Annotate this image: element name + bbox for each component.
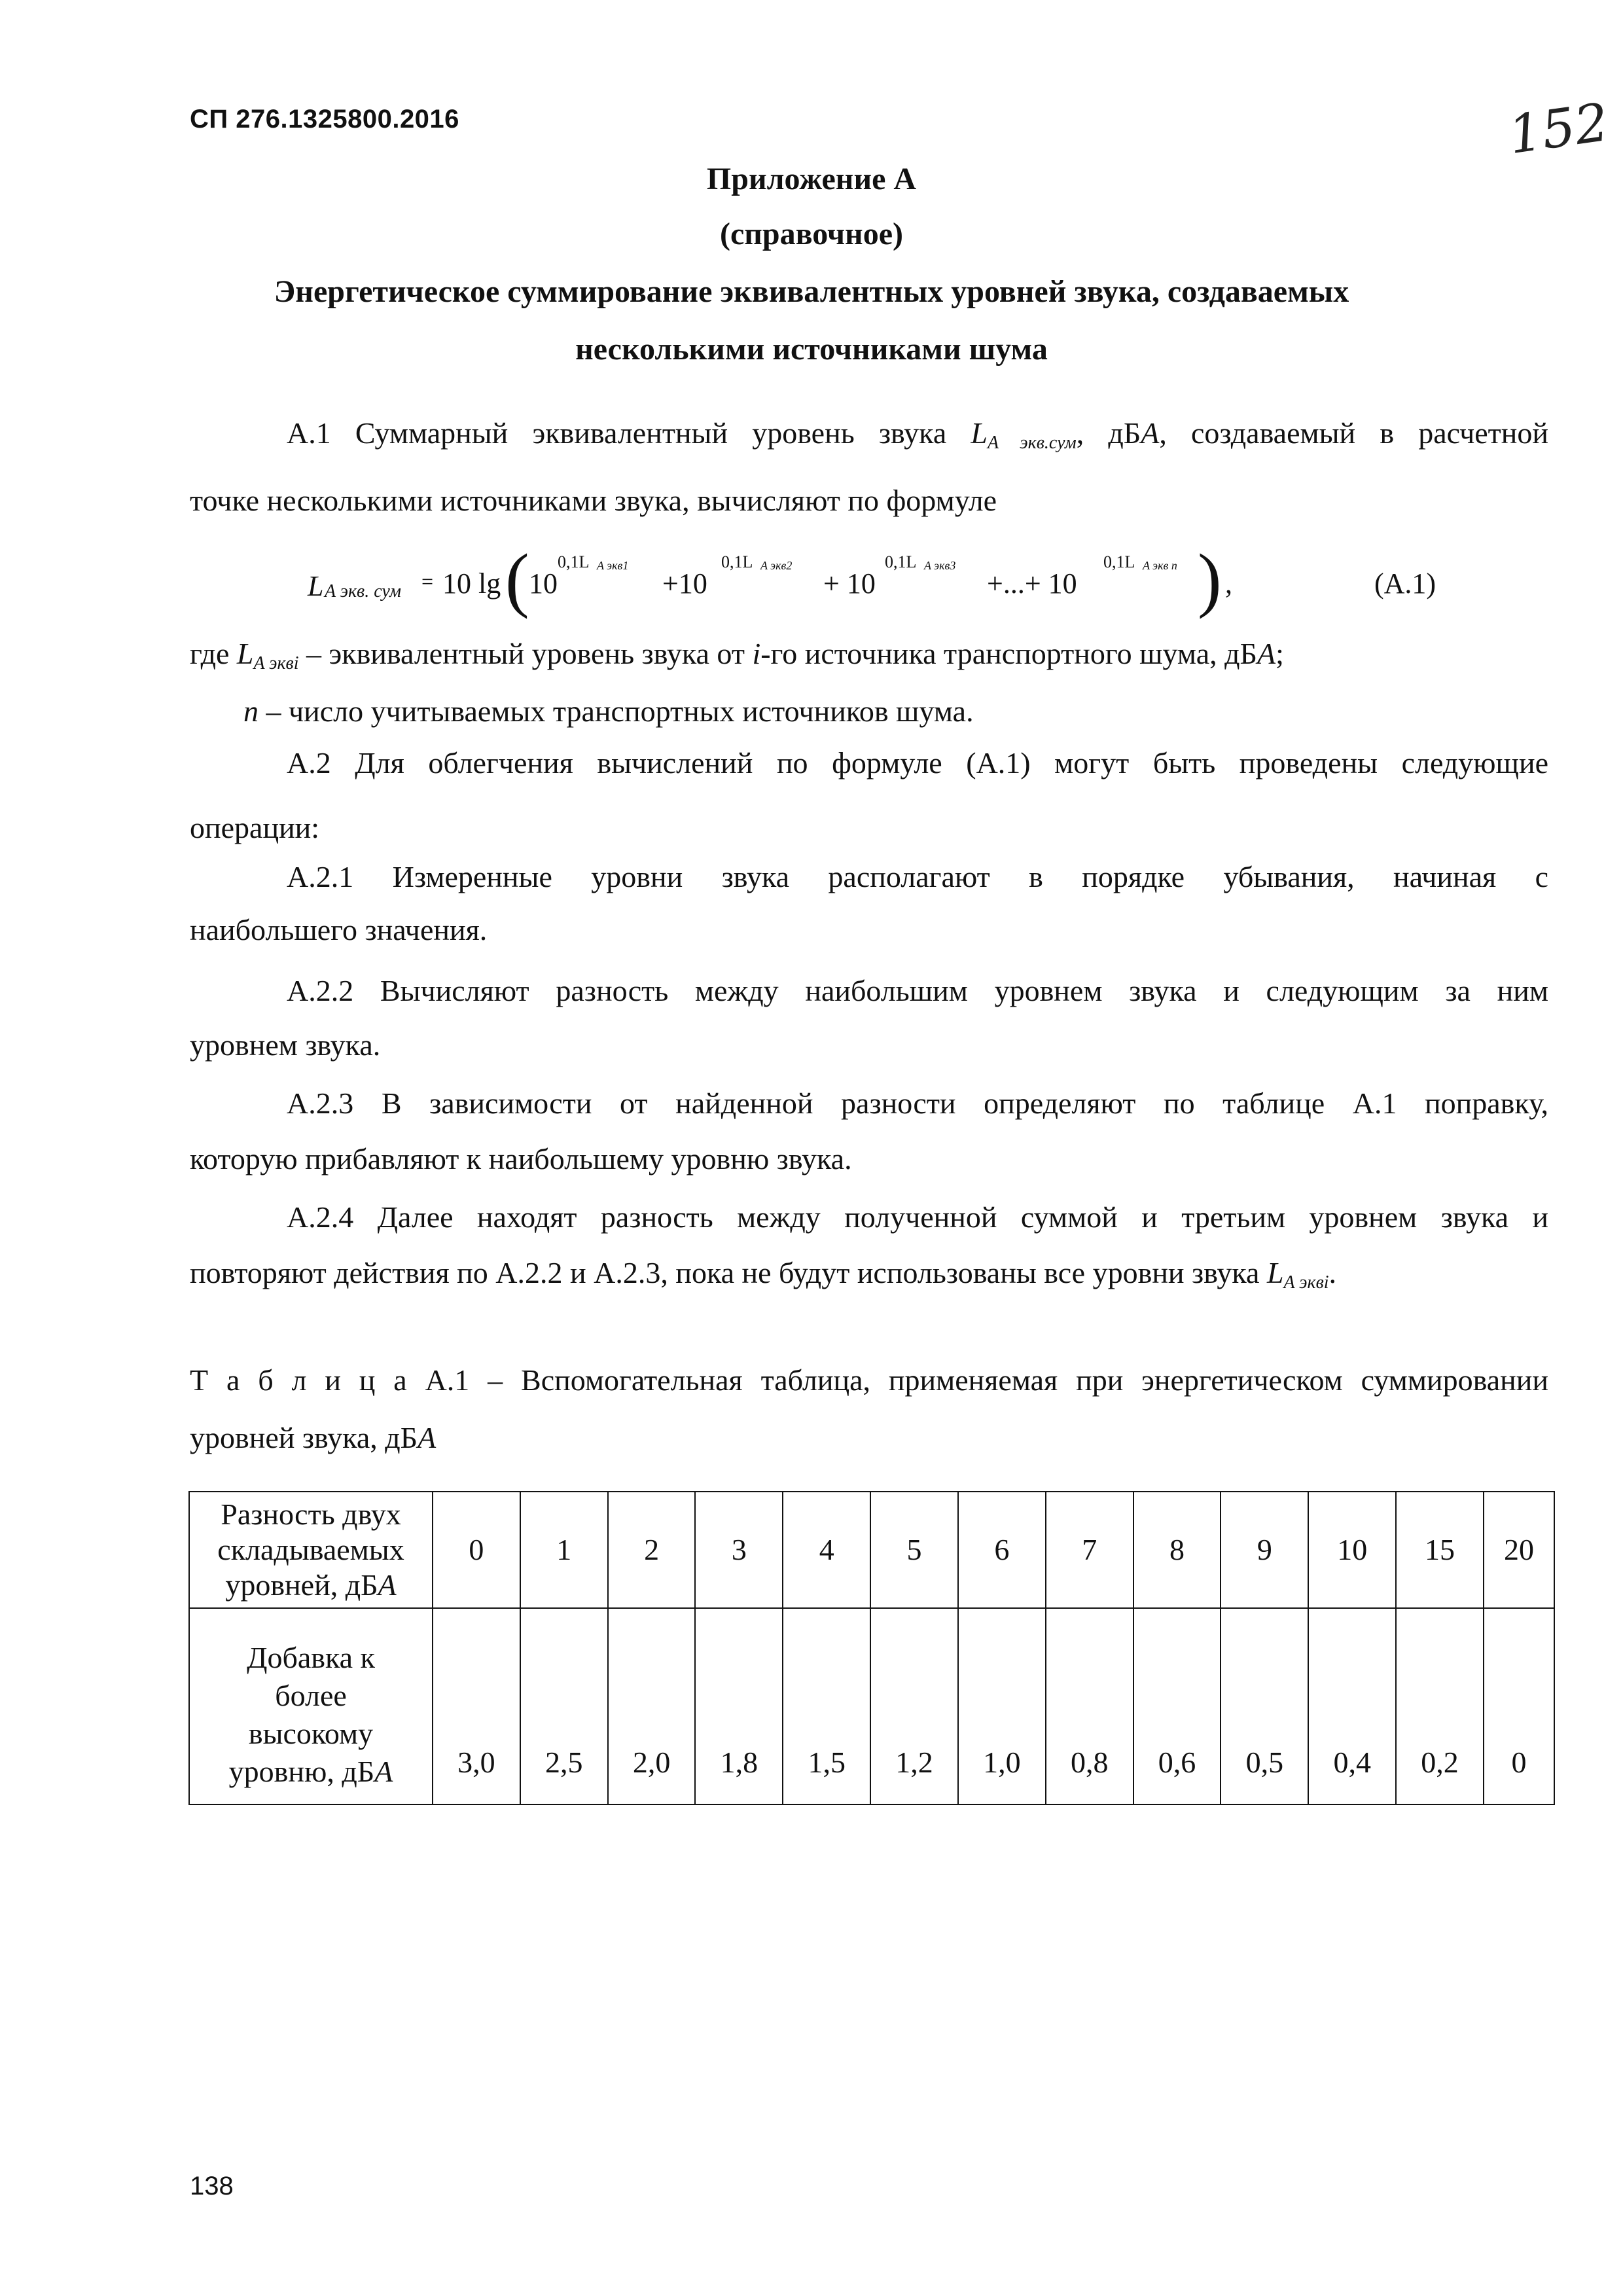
table-row-differences [189,1492,1554,1608]
table-cell: 3,0 [433,1608,520,1804]
paragraph-a2-line2: операции: [190,811,320,844]
paragraph-a1-line1: А.1 Суммарный эквивалентный уровень звука $L_{A экв.сум}$, дБА, создаваемый в расчетной [287,416,1549,453]
table-cell: 1,8 [695,1608,783,1804]
table-cell: 0 [1484,1608,1554,1804]
paragraph-a21-line2: наибольшего значения. [190,913,488,946]
paragraph-a24-line1: А.2.4 Далее находят разность между полученной суммой и третьим уровнем звука и [287,1200,1548,1234]
table-cell: 1,2 [870,1608,958,1804]
where-definition-n: n – число учитываемых транспортных источников шума. [243,694,974,728]
table-cell: 6 [958,1492,1046,1608]
table-cell: 1 [520,1492,608,1608]
paragraph-a21-line1: А.2.1 Измеренные уровни звука располагают в порядке убывания, начиная с [287,860,1548,893]
paragraph-a23-line1: А.2.3 В зависимости от найденной разности определяют по таблице А.1 поправку, [287,1086,1548,1120]
table-a1 [188,1491,1555,1805]
table-cell: 3 [695,1492,783,1608]
table-row-additions [189,1608,1554,1804]
table-header-addition: Добавка к более высокому уровню, дБА [189,1608,433,1804]
appendix-type: (справочное) [719,217,903,251]
table-caption-line2: уровней звука, дБА [190,1421,437,1454]
table-cell: 1,0 [958,1608,1046,1804]
table-cell: 4 [783,1492,870,1608]
paragraph-a2-line1: А.2 Для облегчения вычислений по формуле (А.1) могут быть проведены следующие [287,746,1548,780]
table-cell: 10 [1308,1492,1396,1608]
paragraph-a24-line2: повторяют действия по А.2.2 и А.2.3, пока не будут использованы все уровни звука $L_{A эквi}$. [190,1256,1337,1293]
table-cell: 2 [608,1492,696,1608]
page-number: 138 [190,2172,234,2200]
appendix-title: Приложение А [706,162,917,196]
table-cell: 0,4 [1308,1608,1396,1804]
table-cell: 2,0 [608,1608,696,1804]
paragraph-a1-line2: точке несколькими источниками звука, вычисляют по формуле [190,484,997,517]
table-cell: 0,5 [1221,1608,1308,1804]
table-cell: 0,6 [1133,1608,1221,1804]
table-cell: 8 [1133,1492,1221,1608]
paragraph-a22-line2: уровнем звука. [190,1028,381,1062]
handwritten-page-number: 152 [1505,91,1613,166]
formula-a1: L A экв. сум = 10 lg ( 10 0,1L A экв1 +10 0,1L A экв2 + 10 0,1L A экв3 +...+ 10 0,1L A экв n ) , (А.1) [308,539,1436,619]
table-cell: 2,5 [520,1608,608,1804]
paragraph-a22-line1: А.2.2 Вычисляют разность между наибольшим уровнем звука и следующим за ним [287,974,1548,1007]
table-cell: 5 [870,1492,958,1608]
standard-code: СП 276.1325800.2016 [190,105,459,134]
table-cell: 15 [1396,1492,1484,1608]
table-header-difference: Разность двух складываемых уровней, дБА [189,1492,433,1608]
table-cell: 9 [1221,1492,1308,1608]
appendix-heading-line1: Энергетическое суммирование эквивалентных уровней звука, создаваемых [274,274,1349,309]
table-cell: 20 [1484,1492,1554,1608]
table-cell: 0,2 [1396,1608,1484,1804]
table-cell: 1,5 [783,1608,870,1804]
table-cell: 0 [433,1492,520,1608]
appendix-heading-line2: несколькими источниками шума [575,332,1048,367]
table-cell: 0,8 [1046,1608,1133,1804]
where-definition-L: где $L_{A эквi}$ – эквивалентный уровень звука от i-го источника транспортного шума, дБА; [190,637,1284,673]
table-cell: 7 [1046,1492,1133,1608]
paragraph-a23-line2: которую прибавляют к наибольшему уровню звука. [190,1142,852,1175]
table-caption-line1: Т а б л и ц а А.1 – Вспомогательная таблица, применяемая при энергетическом суммировании [190,1363,1548,1397]
